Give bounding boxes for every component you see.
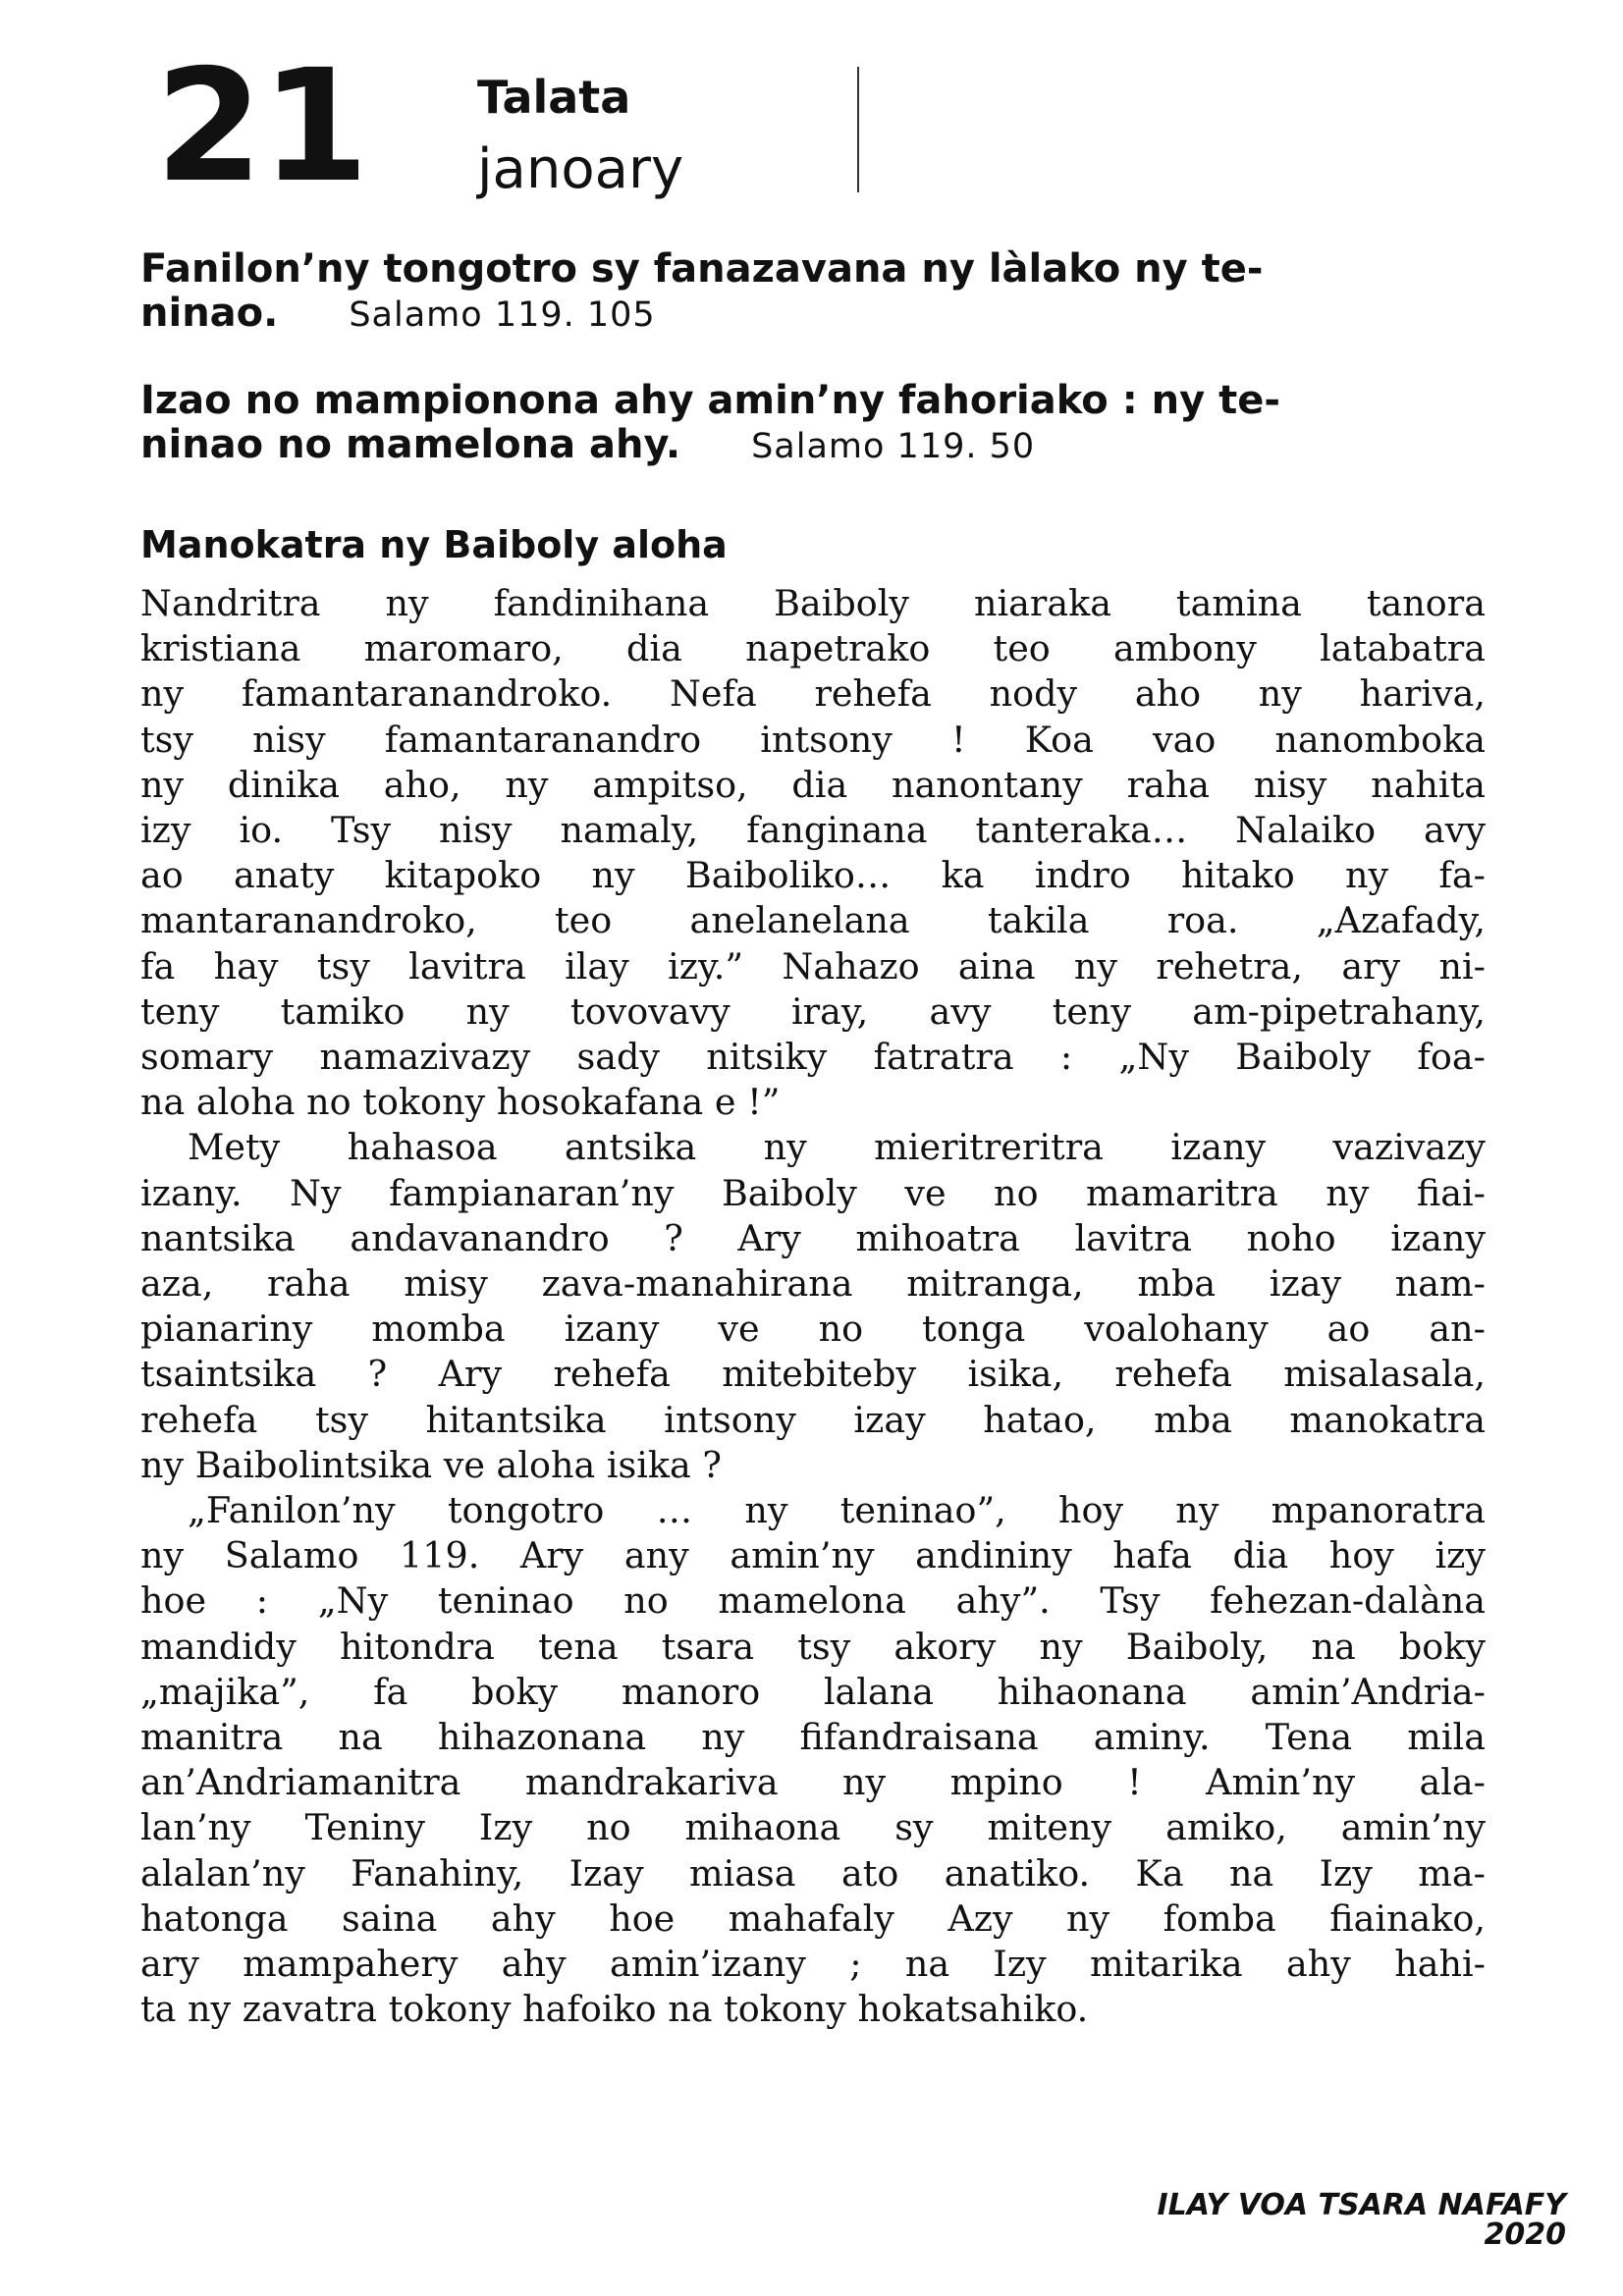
paragraph-1-line: somary namazivazy sady nitsiky fatratra : „Ny Baiboly foa- <box>140 1036 1486 1079</box>
paragraph-3-line: manitra na hihazonana ny fifandraisana aminy. Tena mila <box>140 1716 1486 1759</box>
paragraph-3-line: an’Andriamanitra mandrakariva ny mpino ! Amin’ny ala- <box>140 1761 1486 1804</box>
verse-2-line-1: Izao no mampionona ahy amin’ny fahoriako : ny te- <box>140 378 1280 423</box>
day-number: 21 <box>155 36 367 217</box>
paragraph-3-line: „Fanilon’ny tongotro … ny teninao”, hoy ny mpanoratra <box>188 1489 1486 1532</box>
paragraph-2-line: rehefa tsy hitantsika intsony izay hatao, mba manokatra <box>140 1398 1486 1441</box>
verse-1-line-2 <box>140 292 1486 338</box>
paragraph-1-line: izy io. Tsy nisy namaly, fanginana tanteraka… Nalaiko avy <box>140 809 1486 852</box>
month-label: janoary <box>477 137 684 201</box>
meditation-text <box>140 581 1486 2033</box>
footer-title: ILAY VOA TSARA NAFAFY 2020 <box>1157 2188 1566 2252</box>
paragraph-3-line: hoe : „Ny teninao no mamelona ahy”. Tsy fehezan-dalàna <box>140 1579 1486 1623</box>
paragraph-1-line: mantaranandroko, teo anelanelana takila roa. „Azafady, <box>140 899 1486 942</box>
verse-1-reference: Salamo 119. 105 <box>349 295 656 335</box>
header-divider <box>857 67 859 192</box>
daily-verse-2 <box>140 379 1486 469</box>
paragraph-1-line: kristiana maromaro, dia napetrako teo ambony latabatra <box>140 627 1486 670</box>
paragraph-1-line: ao anaty kitapoko ny Baiboliko… ka indro hitako ny fa- <box>140 854 1486 897</box>
paragraph-1-line: fa hay tsy lavitra ilay izy.” Nahazo aina ny rehetra, ary ni- <box>140 944 1486 988</box>
paragraph-2-line: Mety hahasoa antsika ny mieritreritra izany vazivazy <box>188 1126 1486 1169</box>
paragraph-3-line: alalan’ny Fanahiny, Izay miasa ato anatiko. Ka na Izy ma- <box>140 1851 1486 1895</box>
daily-verse-1 <box>140 247 1486 338</box>
paragraph-1-line: ny dinika aho, ny ampitso, dia nanontany raha nisy nahita <box>140 763 1486 806</box>
verse-2-line-2 <box>140 423 1486 469</box>
paragraph-2-line: izany. Ny fampianaran’ny Baiboly ve no mamaritra ny fiai- <box>140 1171 1486 1214</box>
weekday-label: Talata <box>477 71 631 124</box>
paragraph-3-line: hatonga saina ahy hoe mahafaly Azy ny fomba fiainako, <box>140 1896 1486 1940</box>
paragraph-3-line: ary mampahery ahy amin’izany ; na Izy mitarika ahy hahi- <box>140 1943 1486 1986</box>
paragraph-1-line: Nandritra ny fandinihana Baiboly niaraka tamina tanora <box>140 582 1486 624</box>
paragraph-3-line: ny Salamo 119. Ary any amin’ny andininy hafa dia hoy izy <box>140 1534 1486 1577</box>
paragraph-3-line: mandidy hitondra tena tsara tsy akory ny Baiboly, na boky <box>140 1625 1486 1668</box>
paragraph-1-line: ny famantaranandroko. Nefa rehefa nody aho ny hariva, <box>140 672 1486 716</box>
paragraph-1-line: teny tamiko ny tovovavy iray, avy teny am-pipetrahany, <box>140 989 1486 1033</box>
paragraph-2-line: nantsika andavanandro ? Ary mihoatra lavitra noho izany <box>140 1216 1486 1259</box>
verse-1-line-1: Fanilon’ny tongotro sy fanazavana ny làlako ny te- <box>140 246 1264 292</box>
paragraph-3-line: lan’ny Teniny Izy no mihaona sy miteny amiko, amin’ny <box>140 1806 1486 1849</box>
paragraph-1-line: tsy nisy famantaranandro intsony ! Koa vao nanomboka <box>140 718 1486 761</box>
paragraph-1-line: na aloha no tokony hosokafana e !” <box>140 1081 781 1124</box>
paragraph-2-line: ny Baibolintsika ve aloha isika ? <box>140 1443 722 1486</box>
paragraph-3-line: ta ny zavatra tokony hafoiko na tokony hokatsahiko. <box>140 1988 1089 2031</box>
paragraph-2-line: tsaintsika ? Ary rehefa mitebiteby isika, rehefa misalasala, <box>140 1353 1486 1396</box>
paragraph-2-line: pianariny momba izany ve no tonga voalohany ao an- <box>140 1308 1486 1351</box>
paragraph-3-line: „majika”, fa boky manoro lalana hihaonana amin’Andria- <box>140 1670 1486 1713</box>
verse-2-reference: Salamo 119. 50 <box>751 427 1036 466</box>
verse-1-text-end: ninao. <box>140 291 279 336</box>
verse-2-text-end: ninao no mamelona ahy. <box>140 422 681 467</box>
paragraph-2-line: aza, raha misy zava-manahirana mitranga, mba izay nam- <box>140 1262 1486 1306</box>
section-title: Manokatra ny Baiboly aloha <box>140 523 728 566</box>
